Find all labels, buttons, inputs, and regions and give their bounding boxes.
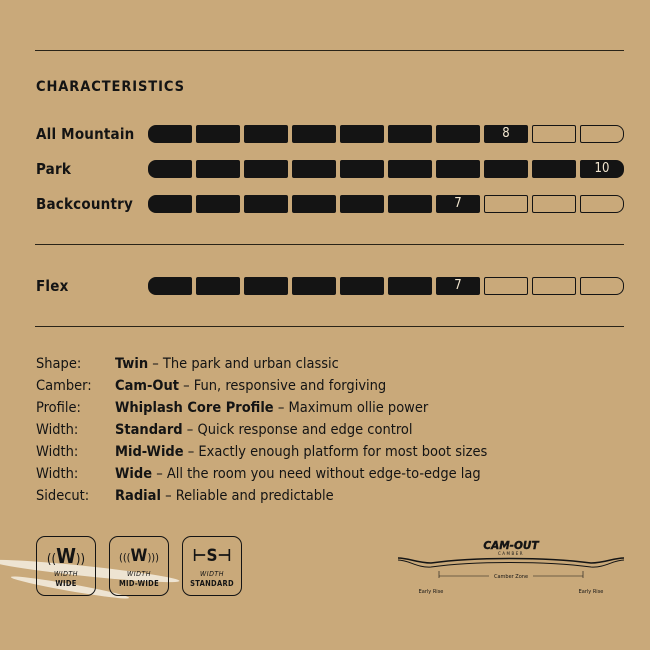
rating-label: All Mountain xyxy=(36,125,135,143)
rating-segment xyxy=(340,277,384,295)
spec-desc: – Exactly enough platform for most boot sizes xyxy=(183,444,488,460)
spec-value xyxy=(115,399,428,417)
spec-name: Wide xyxy=(115,466,153,482)
spec-label: Shape: xyxy=(36,356,82,372)
rating-segment xyxy=(244,160,288,178)
camber-zone-label: Camber Zone xyxy=(493,574,529,580)
spec-desc: – Fun, responsive and forgiving xyxy=(179,378,387,394)
width-wide-icon: ((W)) xyxy=(46,544,86,568)
rating-segment xyxy=(436,125,480,143)
rating-segment xyxy=(244,125,288,143)
rating-value-segment: 8 xyxy=(484,125,528,143)
rating-segment xyxy=(532,160,576,178)
width-mid-wide-badge xyxy=(109,536,169,596)
rating-segment xyxy=(196,195,240,213)
width-mid-wide-icon: (((W))) xyxy=(118,546,160,566)
rating-segment xyxy=(292,160,336,178)
rating-segment xyxy=(340,160,384,178)
rating-segment xyxy=(148,125,192,143)
badge-glyph: W xyxy=(56,544,76,568)
width-standard-badge xyxy=(182,536,242,596)
spec-value xyxy=(115,421,412,439)
rating-segment xyxy=(580,125,624,143)
rating-segment xyxy=(244,195,288,213)
rating-segment xyxy=(292,195,336,213)
rating-label: Park xyxy=(36,160,72,178)
spec-value xyxy=(115,465,481,483)
spec-desc: – Quick response and edge control xyxy=(182,422,413,438)
top-divider xyxy=(35,50,624,51)
camber-logo: CAM-OUT xyxy=(483,540,539,552)
rating-value-segment: 7 xyxy=(436,277,480,295)
spec-name: Standard xyxy=(115,422,183,438)
badge-label: WIDE xyxy=(55,579,77,588)
spec-desc: – All the room you need without edge-to-edge lag xyxy=(152,466,481,482)
camber-profile-icon xyxy=(395,538,627,600)
rating-segment xyxy=(388,277,432,295)
badge-glyph: W xyxy=(130,546,148,566)
width-standard-icon: ⊢S⊣ xyxy=(192,546,232,566)
rating-segment xyxy=(292,125,336,143)
spec-label: Width: xyxy=(36,422,79,438)
rating-segment xyxy=(580,277,624,295)
spec-name: Twin xyxy=(115,356,149,372)
spec-name: Whiplash Core Profile xyxy=(115,400,274,416)
rating-all-mountain xyxy=(36,124,626,144)
rating-segment xyxy=(484,277,528,295)
rating-segment xyxy=(388,160,432,178)
rating-segment xyxy=(580,195,624,213)
rating-park xyxy=(36,159,626,179)
early-rise-right-label: Early Rise xyxy=(578,589,604,595)
badge-caption: WIDTH xyxy=(53,570,79,578)
rating-segment xyxy=(292,277,336,295)
spec-desc: – Reliable and predictable xyxy=(160,488,334,504)
badge-caption: WIDTH xyxy=(199,570,225,578)
spec-value xyxy=(115,377,386,395)
rating-bar xyxy=(148,277,624,295)
rating-segment xyxy=(532,277,576,295)
rating-bar xyxy=(148,125,624,143)
spec-label: Profile: xyxy=(36,400,81,416)
rating-label: Backcountry xyxy=(36,195,133,213)
rating-segment xyxy=(340,125,384,143)
badge-label: MID-WIDE xyxy=(119,579,159,588)
badge-caption: WIDTH xyxy=(126,570,152,578)
rating-bar xyxy=(148,160,624,178)
rating-segment xyxy=(532,195,576,213)
rating-segment xyxy=(148,195,192,213)
rating-segment xyxy=(340,195,384,213)
lower-divider xyxy=(35,326,624,327)
rating-segment xyxy=(532,125,576,143)
rating-segment xyxy=(196,160,240,178)
rating-bar xyxy=(148,195,624,213)
spec-label: Width: xyxy=(36,444,79,460)
rating-segment xyxy=(148,160,192,178)
spec-value xyxy=(115,443,487,461)
rating-segment xyxy=(196,277,240,295)
spec-desc: – The park and urban classic xyxy=(148,356,339,372)
spec-label: Width: xyxy=(36,466,79,482)
rating-segment xyxy=(196,125,240,143)
middle-divider xyxy=(35,244,624,245)
spec-value xyxy=(115,355,339,373)
rating-segment xyxy=(388,125,432,143)
rating-segment xyxy=(148,277,192,295)
early-rise-left-label: Early Rise xyxy=(418,589,444,595)
spec-name: Cam-Out xyxy=(115,378,179,394)
characteristics-title: CHARACTERISTICS xyxy=(36,79,185,95)
rating-flex xyxy=(36,276,626,296)
rating-label: Flex xyxy=(36,277,69,295)
rating-segment xyxy=(484,160,528,178)
rating-segment xyxy=(436,160,480,178)
rating-value-segment: 10 xyxy=(580,160,624,178)
width-wide-badge xyxy=(36,536,96,596)
badge-label: STANDARD xyxy=(190,579,234,588)
spec-name: Mid-Wide xyxy=(115,444,184,460)
spec-desc: – Maximum ollie power xyxy=(273,400,429,416)
rating-value-segment: 7 xyxy=(436,195,480,213)
spec-name: Radial xyxy=(115,488,161,504)
spec-label: Sidecut: xyxy=(36,488,90,504)
rating-backcountry xyxy=(36,194,626,214)
spec-label: Camber: xyxy=(36,378,92,394)
rating-segment xyxy=(484,195,528,213)
spec-value xyxy=(115,487,334,505)
rating-segment xyxy=(388,195,432,213)
camber-logo-sub: CAMBER xyxy=(497,551,525,556)
rating-segment xyxy=(244,277,288,295)
